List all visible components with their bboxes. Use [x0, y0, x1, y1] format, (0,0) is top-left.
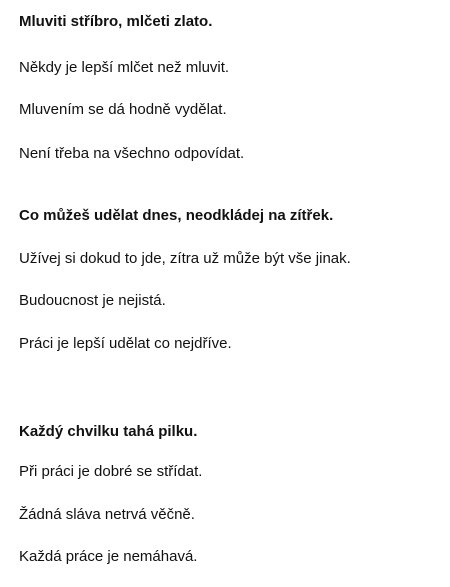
answer-option: Každá práce je nemáhavá.	[19, 548, 198, 565]
proverb-heading: Každý chvilku tahá pilku.	[19, 423, 198, 440]
answer-option: Mluvením se dá hodně vydělat.	[19, 101, 227, 118]
answer-option: Práci je lepší udělat co nejdříve.	[19, 335, 232, 352]
answer-option: Žádná sláva netrvá věčně.	[19, 506, 195, 523]
answer-option: Při práci je dobré se střídat.	[19, 463, 203, 480]
answer-option: Někdy je lepší mlčet než mluvit.	[19, 59, 230, 76]
proverb-heading: Co můžeš udělat dnes, neodkládej na zítřek.	[19, 207, 334, 224]
answer-option: Užívej si dokud to jde, zítra už může být vše jinak.	[19, 250, 351, 267]
answer-option: Budoucnost je nejistá.	[19, 292, 166, 309]
answer-option: Není třeba na všechno odpovídat.	[19, 145, 245, 162]
proverb-heading: Mluviti stříbro, mlčeti zlato.	[19, 13, 213, 30]
